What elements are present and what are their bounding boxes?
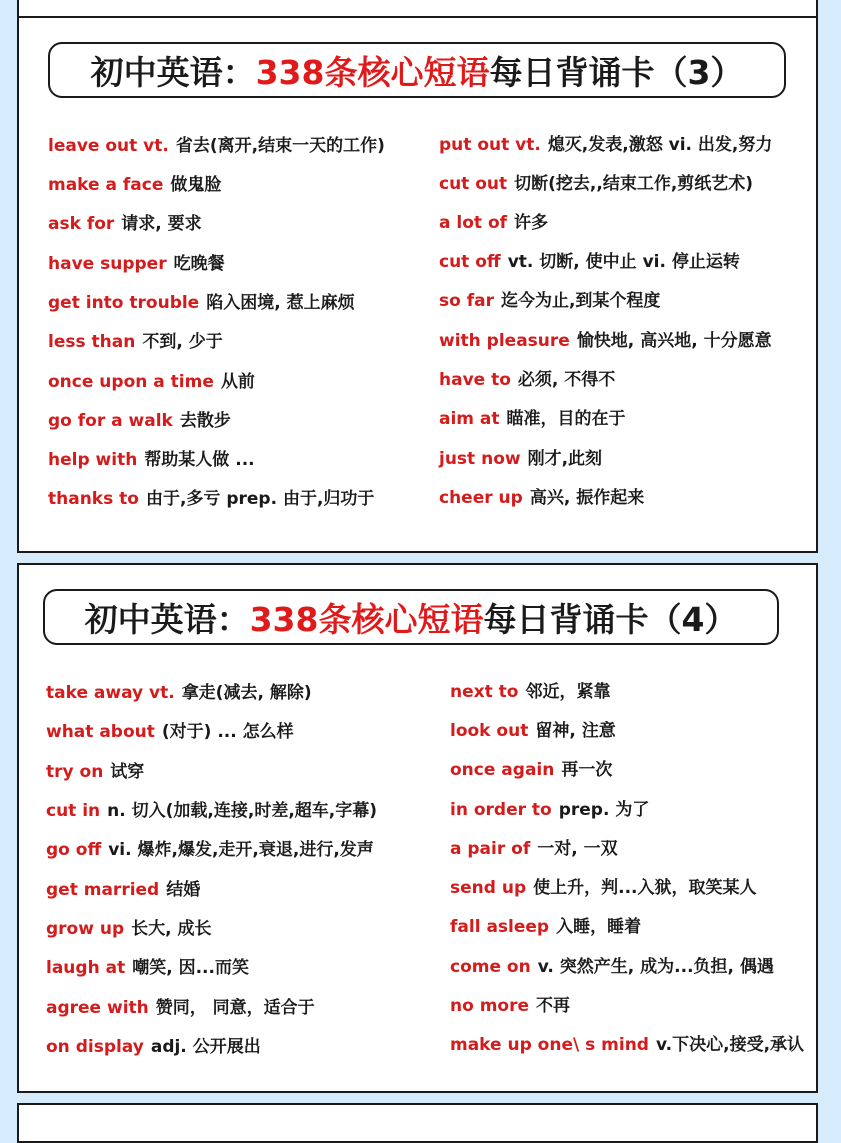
phrase-meaning: vi. 爆炸,爆发,走开,衰退,进行,发声: [108, 840, 374, 860]
phrase-row: [46, 879, 200, 901]
phrase-row: [450, 720, 616, 742]
phrase-meaning: 试穿: [110, 762, 145, 782]
phrase-row: [46, 721, 294, 743]
phrase-meaning: 不再: [536, 996, 571, 1016]
phrase-english: thanks to: [48, 489, 139, 509]
phrase-row: [46, 957, 249, 979]
phrase-meaning: (对于) ... 怎么样: [161, 722, 294, 742]
phrase-english: send up: [450, 878, 527, 898]
phrase-row: [48, 174, 221, 196]
phrase-english: in order to: [450, 800, 552, 820]
phrase-english: laugh at: [46, 958, 126, 978]
phrase-meaning: 长大, 成长: [131, 919, 212, 939]
phrase-row: [450, 799, 649, 821]
phrase-meaning: vt. 切断, 使中止 vi. 停止运转: [507, 252, 740, 272]
phrase-meaning: 入睡，睡着: [556, 917, 642, 937]
phrase-row: [439, 290, 660, 312]
phrase-row: [450, 838, 618, 860]
title-suffix: 每日背诵卡（3）: [489, 52, 744, 92]
phrase-meaning: 从前: [220, 372, 255, 392]
phrase-row: [439, 251, 740, 273]
phrase-meaning: 许多: [514, 213, 549, 233]
phrase-meaning: 必须, 不得不: [517, 370, 616, 390]
phrase-english: what about: [46, 722, 155, 742]
phrase-english: get into trouble: [48, 293, 200, 313]
phrase-english: come on: [450, 957, 531, 977]
phrase-row: [439, 369, 615, 391]
phrase-english: once upon a time: [48, 372, 214, 392]
phrase-row: [48, 449, 255, 471]
phrase-row: [450, 956, 774, 978]
phrase-row: [48, 292, 355, 314]
phrase-english: less than: [48, 332, 136, 352]
phrase-row: [46, 800, 377, 822]
phrase-english: next to: [450, 682, 519, 702]
phrase-row: [48, 410, 231, 432]
phrase-meaning: 拿走(减去, 解除): [181, 683, 312, 703]
phrase-meaning: 刚才,此刻: [527, 449, 603, 469]
phrase-row: [450, 877, 757, 899]
phrase-english: make up one\ s mind: [450, 1035, 649, 1055]
phrase-meaning: n. 切入(加载,连接,时差,超车,字幕): [107, 801, 378, 821]
phrase-english: on display: [46, 1037, 144, 1057]
phrase-row: [46, 839, 374, 861]
title-prefix: 初中英语：: [84, 599, 250, 639]
phrase-row: [439, 330, 772, 352]
phrase-english: no more: [450, 996, 530, 1016]
phrase-english: a lot of: [439, 213, 508, 233]
phrase-row: [439, 408, 626, 430]
phrase-meaning: 做鬼脸: [170, 175, 222, 195]
phrase-meaning: 迄今为止,到某个程度: [500, 291, 661, 311]
phrase-english: cut out: [439, 174, 508, 194]
phrase-row: [450, 916, 641, 938]
phrase-english: cheer up: [439, 488, 523, 508]
phrase-row: [46, 918, 212, 940]
title-suffix: 每日背诵卡（4）: [483, 599, 738, 639]
phrase-meaning: 高兴, 振作起来: [529, 488, 645, 508]
phrase-meaning: 去散步: [179, 411, 231, 431]
phrase-row: [439, 173, 753, 195]
phrase-meaning: v. 突然产生, 成为...负担, 偶遇: [537, 957, 774, 977]
phrase-row: [439, 487, 644, 509]
phrase-english: fall asleep: [450, 917, 550, 937]
phrase-card-4: [17, 563, 818, 1093]
phrase-english: aim at: [439, 409, 500, 429]
phrase-row: [46, 1036, 261, 1058]
phrase-meaning: 切断(挖去,,结束工作,剪纸艺术): [514, 174, 754, 194]
phrase-row: [48, 213, 202, 235]
phrase-meaning: 愉快地, 高兴地, 十分愿意: [576, 331, 772, 351]
phrase-english: take away vt.: [46, 683, 175, 703]
phrase-meaning: 由于,多亏 prep. 由于,归功于: [145, 489, 375, 509]
title-highlight: 338条核心短语: [249, 599, 484, 639]
phrase-meaning: 陷入困境, 惹上麻烦: [206, 293, 355, 313]
phrase-meaning: 使上升，判...入狱，取笑某人: [533, 878, 757, 898]
phrase-english: go for a walk: [48, 411, 173, 431]
phrase-english: cut in: [46, 801, 101, 821]
phrase-english: once again: [450, 760, 555, 780]
phrase-meaning: 不到, 少于: [142, 332, 223, 352]
phrase-english: help with: [48, 450, 138, 470]
phrase-meaning: 请求, 要求: [121, 214, 202, 234]
phrase-row: [46, 761, 144, 783]
phrase-row: [48, 371, 255, 393]
phrase-english: cut off: [439, 252, 501, 272]
phrase-english: have supper: [48, 254, 167, 274]
phrase-meaning: prep. 为了: [558, 800, 650, 820]
phrase-english: go off: [46, 840, 102, 860]
phrase-meaning: v.下决心,接受,承认: [655, 1035, 805, 1055]
phrase-meaning: 嘲笑, 因...而笑: [132, 958, 249, 978]
phrase-meaning: adj. 公开展出: [150, 1037, 261, 1057]
phrase-english: leave out vt.: [48, 136, 169, 156]
phrase-meaning: 吃晚餐: [173, 254, 225, 274]
phrase-row: [46, 682, 312, 704]
phrase-row: [450, 995, 570, 1017]
phrase-row: [46, 997, 315, 1019]
phrase-row: [439, 448, 602, 470]
card-title: [48, 42, 786, 98]
phrase-english: get married: [46, 880, 160, 900]
phrase-english: grow up: [46, 919, 125, 939]
phrase-row: [450, 1034, 804, 1056]
phrase-english: with pleasure: [439, 331, 570, 351]
phrase-row: [450, 681, 610, 703]
phrase-row: [450, 759, 612, 781]
phrase-english: ask for: [48, 214, 115, 234]
phrase-meaning: 结婚: [166, 880, 201, 900]
phrase-meaning: 瞄准，目的在于: [506, 409, 626, 429]
phrase-meaning: 再一次: [561, 760, 613, 780]
phrase-meaning: 邻近，紧靠: [525, 682, 611, 702]
phrase-english: make a face: [48, 175, 164, 195]
card-title: [43, 589, 779, 645]
phrase-meaning: 留神, 注意: [535, 721, 616, 741]
phrase-meaning: 一对, 一双: [537, 839, 618, 859]
phrase-english: have to: [439, 370, 511, 390]
phrase-row: [48, 135, 385, 157]
title-prefix: 初中英语：: [90, 52, 256, 92]
phrase-row: [48, 331, 223, 353]
phrase-meaning: 省去(离开,结束一天的工作): [175, 136, 385, 156]
next-card-edge: [17, 1103, 818, 1143]
phrase-english: try on: [46, 762, 104, 782]
title-highlight: 338条核心短语: [255, 52, 490, 92]
phrase-meaning: 帮助某人做 ...: [144, 450, 255, 470]
phrase-english: so far: [439, 291, 494, 311]
phrase-meaning: 熄灭,发表,激怒 vi. 出发,努力: [547, 135, 773, 155]
phrase-english: a pair of: [450, 839, 531, 859]
phrase-english: put out vt.: [439, 135, 541, 155]
phrase-row: [48, 488, 374, 510]
phrase-row: [48, 253, 225, 275]
phrase-row: [439, 212, 548, 234]
phrase-english: agree with: [46, 998, 149, 1018]
phrase-english: just now: [439, 449, 521, 469]
phrase-meaning: 赞同， 同意，适合于: [155, 998, 315, 1018]
phrase-english: look out: [450, 721, 529, 741]
phrase-card-3: [17, 16, 818, 553]
phrase-row: [439, 134, 772, 156]
